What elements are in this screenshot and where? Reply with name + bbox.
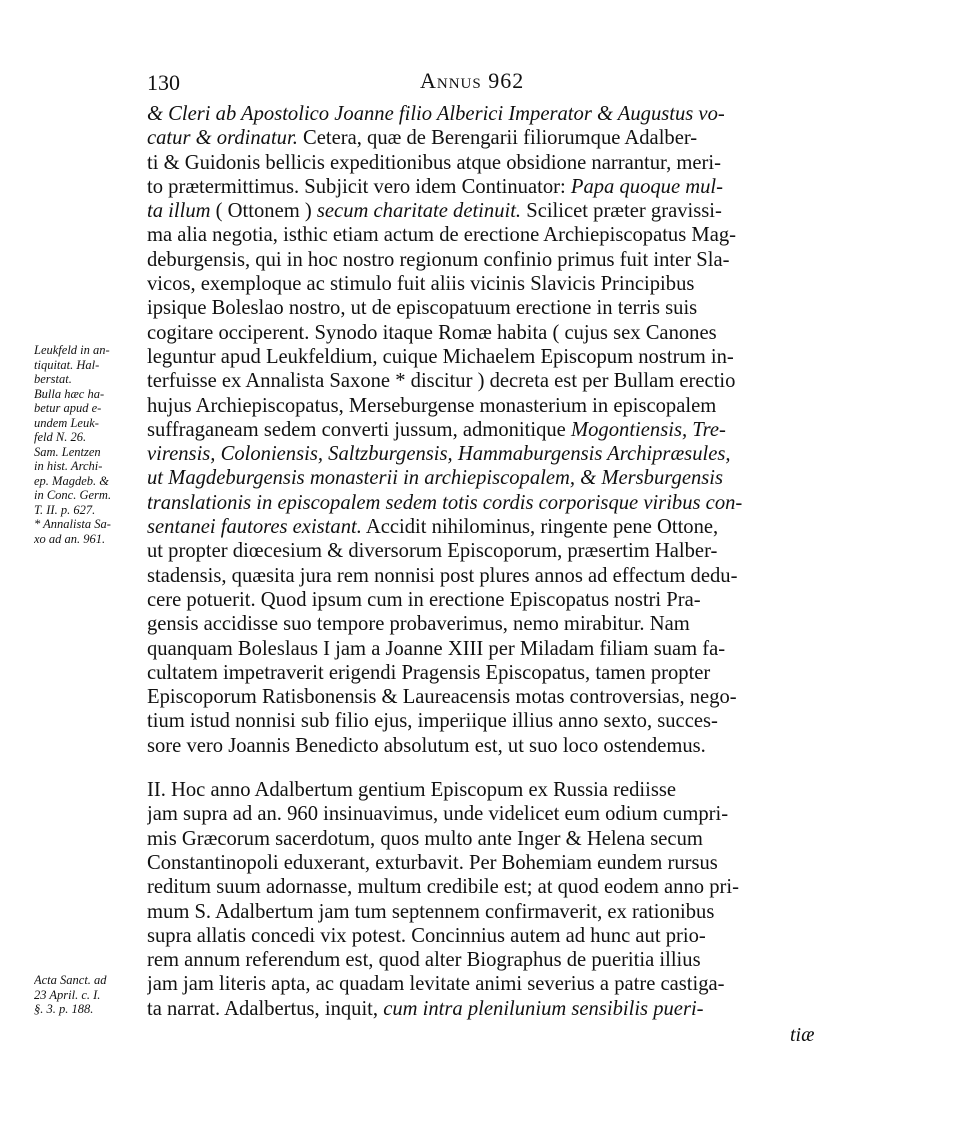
italic-run: ut Magdeburgensis monasterii in archiepiscopalem, & Mersburgensis	[147, 467, 724, 490]
italic-run: & Cleri ab Apostolico Joanne filio Alberici Imperator & Augustus vo-	[147, 103, 725, 125]
text-line	[147, 272, 827, 296]
margin-notes-lower	[34, 973, 152, 1017]
text-line	[147, 924, 827, 948]
text-run: mis Græcorum sacerdotum, quos multo ante Inger & Helena secum	[147, 827, 703, 850]
margin-notes-upper	[34, 343, 152, 546]
margin-note-line: betur apud e-	[34, 401, 102, 415]
margin-note-line: T. II. p. 627.	[34, 502, 96, 517]
catchword: tiæ	[790, 1024, 815, 1046]
text-line	[147, 394, 827, 418]
margin-note-line: §. 3. p. 188.	[34, 1002, 94, 1016]
text-line	[147, 296, 827, 320]
text-run: tium istud nonnisi sub filio ejus, imperiique illius anno sexto, succes-	[147, 710, 718, 733]
page-number: 130	[147, 70, 180, 95]
text-run: ti & Guidonis bellicis expeditionibus atque obsidione narrantur, meri-	[147, 151, 721, 174]
text-run: rem annum referendum est, quod alter Biographus de pueritia illius	[147, 949, 701, 972]
margin-note-line: Sam. Lentzen	[34, 444, 101, 459]
text-line	[147, 321, 827, 345]
margin-note-line: undem Leuk-	[34, 415, 99, 430]
text-run: Constantinopoli eduxerant, exturbavit. Per Bohemiam eundem rursus	[147, 851, 718, 874]
text-line	[147, 539, 827, 563]
text-run: cere potuerit. Quod ipsum cum in erectione Episcopatus nostri Pra-	[147, 588, 701, 611]
text-run: cultatem impetraverit erigendi Pragensis Episcopatus, tamen propter	[147, 661, 711, 684]
text-line	[147, 345, 827, 369]
text-run: leguntur apud Leukfeldium, cuique Michaelem Episcopum nostrum in-	[147, 345, 734, 368]
text-line	[147, 102, 827, 126]
italic-run: Mogontiensis, Tre-	[570, 418, 726, 441]
text-line	[147, 802, 827, 826]
text-run: ut propter diœcesium & diversorum Episcoporum, præsertim Halber-	[147, 540, 718, 563]
margin-note-line: Bulla hæc ha-	[34, 386, 105, 401]
text-run: hujus Archiepiscopatus, Merseburgense monasterium in episcopalem	[147, 394, 717, 417]
italic-run: cum intra plenilunium sensibilis pueri-	[383, 997, 704, 1020]
paragraph-gap	[147, 758, 827, 778]
body-text	[147, 102, 827, 1021]
text-run: deburgensis, qui in hoc nostro regionum confinio primus fuit inter Sla-	[147, 248, 730, 271]
text-line	[147, 948, 827, 972]
text-line	[147, 515, 827, 539]
text-line	[147, 248, 827, 272]
italic-run: Papa quoque mul-	[570, 175, 723, 198]
text-run: ( Ottonem )	[210, 200, 317, 223]
text-line	[147, 491, 827, 515]
text-run: to prætermittimus. Subjicit vero idem Continuator:	[147, 175, 571, 198]
text-line	[147, 875, 827, 899]
text-line	[147, 466, 827, 490]
text-run: mum S. Adalbertum jam tum septennem confirmaverit, ex rationibus	[147, 900, 715, 923]
text-run: Accidit nihilominus, ringente pene Ottone,	[361, 516, 719, 539]
text-line	[147, 972, 827, 996]
text-run: Cetera, quæ de Berengarii filiorumque Adalber-	[297, 127, 698, 150]
text-line	[147, 199, 827, 223]
text-run: suffraganeam sedem converti jussum, admonitique	[147, 418, 571, 441]
text-line	[147, 126, 827, 150]
text-line	[147, 734, 827, 758]
text-line	[147, 997, 827, 1021]
margin-note-line: in Conc. Germ.	[34, 488, 112, 502]
margin-note-line: tiquitat. Hal-	[34, 357, 100, 372]
text-line	[147, 661, 827, 685]
text-line	[147, 175, 827, 199]
text-run: supra allatis concedi vix potest. Concinnius autem ad hunc aut prio-	[147, 924, 706, 947]
text-run: jam supra ad an. 960 insinuavimus, unde videlicet eum odium cumpri-	[147, 803, 729, 826]
margin-note-line: in hist. Archi-	[34, 459, 103, 473]
text-run: Scilicet præter gravissi-	[521, 200, 722, 223]
italic-run: virensis, Coloniensis, Saltzburgensis, Hammaburgensis Archipræsules,	[147, 443, 731, 466]
text-run: terfuisse ex Annalista Saxone * discitur ) decreta est per Bullam erectio	[147, 370, 736, 393]
text-line	[147, 612, 827, 636]
text-line	[147, 442, 827, 466]
text-line	[147, 778, 827, 802]
margin-note-line: 23 April. c. I.	[34, 987, 101, 1002]
italic-run: secum charitate detinuit.	[316, 200, 522, 223]
text-run: cogitare occiperent. Synodo itaque Romæ habita ( cujus sex Canones	[147, 321, 717, 344]
text-line	[147, 827, 827, 851]
text-line	[147, 151, 827, 175]
margin-note-line: xo ad an. 961.	[34, 531, 106, 546]
text-run: gensis accidisse suo tempore probaverimus, nemo mirabitur. Nam	[147, 613, 690, 636]
text-run: vicos, exemploque ac stimulo fuit aliis vicinis Slavicis Principibus	[147, 273, 695, 296]
text-run: jam jam literis apta, ac quadam levitate animi severius a patre castiga-	[147, 973, 725, 996]
text-line	[147, 709, 827, 733]
text-line	[147, 637, 827, 661]
text-run: ta narrat. Adalbertus, inquit,	[147, 997, 384, 1020]
text-line	[147, 588, 827, 612]
italic-run: ta illum	[147, 200, 211, 223]
text-run: II. Hoc anno Adalbertum gentium Episcopum ex Russia rediisse	[147, 779, 677, 802]
margin-note-line: ep. Magdeb. &	[34, 473, 109, 488]
text-run: ma alia negotia, isthic etiam actum de erectione Archiepiscopatus Mag-	[147, 224, 736, 247]
text-run: sore vero Joannis Benedicto absolutum est, ut suo loco ostendemus.	[147, 734, 706, 757]
text-run: reditum suum adornasse, multum credibile est; at quod eodem anno pri-	[147, 876, 739, 899]
margin-note-line: * Annalista Sa-	[34, 517, 111, 531]
running-head: Annus 962	[420, 68, 525, 93]
text-run: Episcoporum Ratisbonensis & Laureacensis motas controversias, nego-	[147, 686, 737, 709]
text-line	[147, 369, 827, 393]
margin-note-line: Leukfeld in an-	[34, 343, 110, 357]
text-run: ipsique Boleslao nostro, ut de episcopatuum erectione in terris suis	[147, 297, 698, 320]
text-line	[147, 564, 827, 588]
text-line	[147, 418, 827, 442]
text-run: stadensis, quæsita jura rem nonnisi post plures annos ad effectum dedu-	[147, 564, 738, 587]
margin-note-line: feld N. 26.	[34, 430, 87, 444]
italic-run: translationis in episcopalem sedem totis cordis corporisque viribus con-	[147, 491, 743, 514]
text-line	[147, 851, 827, 875]
text-line	[147, 223, 827, 247]
italic-run: catur & ordinatur.	[147, 127, 298, 150]
margin-note-line: Acta Sanct. ad	[34, 973, 107, 987]
italic-run: sentanei fautores existant.	[147, 516, 362, 539]
margin-note-line: berstat.	[34, 372, 72, 386]
text-line	[147, 900, 827, 924]
text-line	[147, 685, 827, 709]
text-run: quanquam Boleslaus I jam a Joanne XIII per Miladam filiam suam fa-	[147, 637, 726, 660]
